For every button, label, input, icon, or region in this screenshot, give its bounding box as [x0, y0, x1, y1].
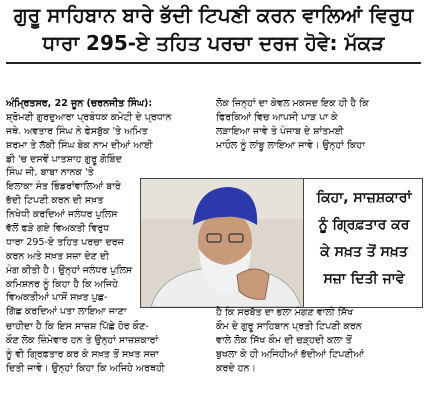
- article-line: ਗਿੱਛ ਕਰਦਿਆਂ ਪਤਾ ਲਾਇਆ ਜਾਣਾ: [6, 306, 127, 318]
- article-line: ਵਿਅਕਤੀਆਂ ਪਾਸੋਂ ਸਖ਼ਤ ਪੁਛ-: [6, 292, 108, 304]
- article-bottom-left: [6, 320, 212, 376]
- article-line: ਨੂੰ ਵੀ ਗ੍ਰਿਫ਼ਤਾਰ ਕਰ ਕੇ ਸਖ਼ਤ ਤੋਂ ਸਖ਼ਤ ਸਜ਼ਾ: [6, 348, 159, 360]
- article-line: ਸ਼੍ਰੋਮਣੀ ਗੁਰਦੁਆਰਾ ਪ੍ਰਬੰਧਕ ਕਮੇਟੀ ਦੇ ਪ੍ਰਧਾਨ: [6, 111, 172, 123]
- article-line: ਮੰਗ ਕੀਤੀ ਹੈ। ਉਨ੍ਹਾਂ ਜਲੰਧਰ ਪੁਲਿਸ: [6, 264, 133, 276]
- headline-rule: [6, 62, 421, 64]
- pull-quote-text: [312, 185, 416, 293]
- pull-quote-box: [303, 178, 423, 308]
- article-line: ਕਮਿਸ਼ਨਰ ਨੂੰ ਕਿਹਾ ਹੈ ਕਿ ਅਜਿਹੇ: [6, 278, 118, 290]
- article-line: ਲੋਕ ਜਿਨ੍ਹਾਂ ਦਾ ਕੇਵਲ ਮਕਸਦ ਇਕ ਹੀ ਹੈ ਕਿ: [216, 98, 369, 109]
- pull-quote-line: ਨੂੰ ਗ੍ਰਿਫ਼ਤਾਰ ਕਰ: [318, 217, 410, 233]
- portrait-photo-image: [141, 179, 304, 307]
- article-line: ਕੌਮ ਦੇ ਗੁਰੂ ਸਾਹਿਬਾਨ ਪ੍ਰਤੀ ਟਿਪਣੀ ਕਰਨ: [216, 320, 362, 332]
- article-line: ਹੈ ਕਿ ਸਰਬੱਤ ਦਾ ਭਲਾ ਮੰਗਣ ਵਾਲੀ ਸਿੱਖ: [216, 307, 354, 318]
- pull-quote-line: ਸਜ਼ਾ ਦਿਤੀ ਜਾਵੇ: [323, 271, 405, 287]
- article-line: ਇਲਾਕਾ ਸੰਤ ਭਿੰਡਰਾਂਵਾਲਿਆਂ ਬਾਰੇ: [6, 181, 121, 193]
- headline-line-1: ਗੁਰੂ ਸਾਹਿਬਾਨ ਬਾਰੇ ਭੱਦੀ ਟਿਪਣੀ ਕਰਨ ਵਾਲਿਆਂ ਵਿਰੁਧ: [13, 3, 414, 27]
- article-line: ਬੁਖਲਾ ਕੇ ਹੀ ਅਜਿਹੀਆਂ ਭੱਦੀਆਂ ਟਿਪਣੀਆਂ: [216, 348, 364, 360]
- article-right-column: [216, 97, 421, 153]
- article-line: ਮਾਹੌਲ ਨੂੰ ਲਾਂਬੂ ਲਾਇਆ ਜਾਵੇ। ਉਨ੍ਹਾਂ ਕਿਹਾ: [216, 139, 365, 151]
- portrait-photo: [140, 178, 305, 308]
- article-line: ਧਾਰਾ 295-ਏ ਤਹਿਤ ਪਰਚਾ ਦਰਜ: [6, 236, 124, 248]
- article-line: ਜਥੇ. ਅਵਤਾਰ ਸਿੰਘ ਨੇ ਫੇਸਬੁੱਕ 'ਤੇ ਅਮਿਤ: [6, 125, 148, 137]
- article-line: ਕਰਨ ਅਤੇ ਸਖ਼ਤ ਸਜ਼ਾ ਦੇਣ ਦੀ: [6, 250, 109, 262]
- article-line: ਨਿਖੇਧੀ ਕਰਦਿਆਂ ਜਲੰਧਰ ਪੁਲਿਸ: [6, 209, 118, 221]
- article-line: ਡੀ 'ਚ ਦਸਵੇਂ ਪਾਤਸ਼ਾਹ ਗੁਰੂ ਗੋਬਿੰਦ: [6, 153, 122, 165]
- article-line: ਵੱਲੋਂ ਫੜੇ ਗਏ ਵਿਅਕਤੀ ਵਿਰੁਧ: [6, 223, 110, 235]
- article-line: ਭੱਦੀ ਟਿਪਣੀ ਕਰਨ ਦੀ ਸਖ਼ਤ: [6, 195, 104, 207]
- pull-quote-line: ਕੇ ਸਖ਼ਤ ਤੋਂ ਸਖ਼ਤ: [320, 244, 408, 260]
- article-line: ਚਾਹੀਦਾ ਹੈ ਕਿ ਇਸ ਸਾਜ਼ਸ਼ ਪਿੱਛੇ ਹੋਰ ਕੌਣ-: [6, 321, 149, 332]
- article-line: ਵਾਲੇ ਲੋਕ ਸਿੱਖ ਕੌਮ ਦੀ ਚੜ੍ਹਦੀ ਕਲਾ ਤੋਂ: [216, 334, 352, 346]
- article-line: ਕਰਦੇ ਹਨ।: [216, 362, 256, 374]
- article-bottom-right: [216, 306, 421, 375]
- pull-quote-line: ਕਿਹਾ, ਸਾਜ਼ਸ਼ਕਾਰਾਂ: [316, 190, 412, 206]
- article-line: ਸਿੰਘ ਜੀ, ਬਾਬਾ ਨਾਨਕ 'ਤੇ: [6, 167, 94, 179]
- article-line: ਸ਼ਰਮਾ ਤੇ ਲੱਕੀ ਸਿੰਘ ਬੇਕ ਨਾਮ ਦੀਆਂ ਆਈ: [6, 139, 153, 151]
- article-line: ਲੜਾਇਆ ਜਾਵੇ ਤੇ ਪੰਜਾਬ ਦੇ ਸ਼ਾਂਤਮਈ: [216, 125, 344, 137]
- dateline: ਅੰਮ੍ਰਿਤਸਰ, 22 ਜੂਨ (ਚਰਨਜੀਤ ਸਿੰਘ):: [6, 98, 153, 109]
- article-line: ਫਿਰਕਿਆਂ ਵਿਚ ਆਪਸੀ ਪਾੜ ਪਾ ਕੇ: [216, 111, 338, 123]
- headline-line-2: ਧਾਰਾ 295-ਏ ਤਹਿਤ ਪਰਚਾ ਦਰਜ ਹੋਵੇ: ਮੱਕੜ: [42, 31, 385, 55]
- article-line: ਕੌਣ ਲੋਕ ਜ਼ਿੰਮੇਵਾਰ ਹਨ ਤੇ ਉਨ੍ਹਾਂ ਸਾਜ਼ਸ਼ਕਾਰਾਂ: [6, 334, 159, 346]
- article-line: ਦਿਤੀ ਜਾਵੇ। ਉਨ੍ਹਾਂ ਕਿਹਾ ਕਿ ਅਜਿਹੇ ਅਰਥਹੀ: [6, 362, 165, 374]
